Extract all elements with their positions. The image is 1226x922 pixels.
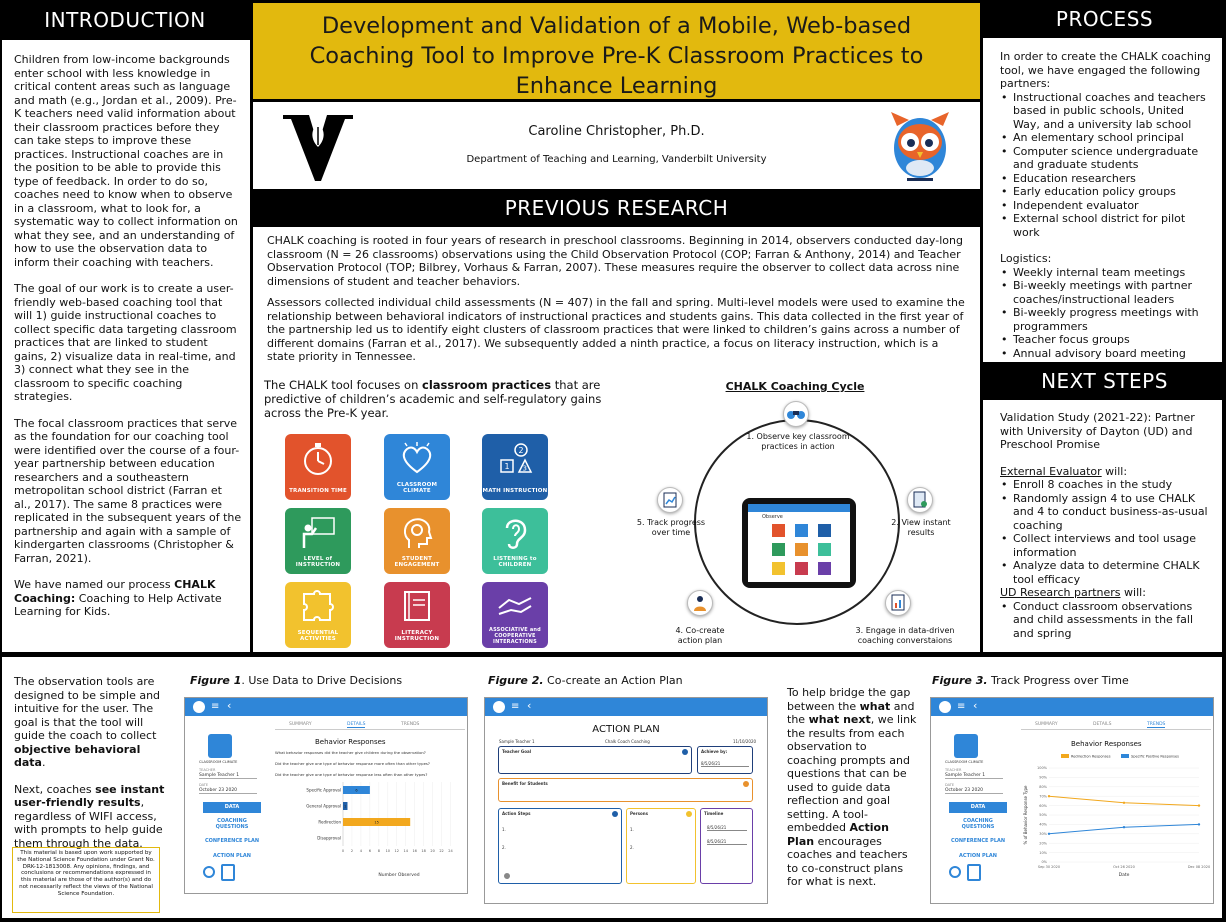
tile-label: LEVEL of INSTRUCTION [295, 556, 341, 568]
add-icon[interactable] [504, 873, 510, 879]
intro-paragraph-1: Children from low-income backgrounds enter school with less knowledge in critical content areas such as language and math (e.g., Jordan et al., 2009). Pre-K teachers need valid information about their classroom practices before they can take steps to improve these practices. Instructional coaches are in the position to be able to provide this type of feedback. In order to do so, coaches need to know when to observe in a classroom, what to look for, a systematic way to collect information on what they see, and an understanding of how to use the observation data to inform their coaching with teachers. [14, 53, 238, 269]
author-name: Caroline Christopher, Ph.D. [528, 124, 705, 139]
tile-level-of-instruction[interactable] [285, 508, 351, 574]
cycle-node-engage [885, 590, 911, 616]
y-tick-label: 50% [1039, 813, 1047, 818]
sidebar [931, 716, 1021, 903]
svg-text:3: 3 [522, 464, 527, 473]
conference-plan-button[interactable]: CONFERENCE PLAN [950, 838, 1006, 844]
person-2: 2. [630, 845, 634, 850]
y-tick-label: 80% [1039, 785, 1047, 789]
cycle-step-4: 4. Co-create action plan [675, 626, 725, 645]
tile-label: LISTENING to CHILDREN [493, 556, 537, 568]
climate-logo [954, 734, 978, 758]
y-tick-label: 70% [1039, 794, 1047, 799]
timeline-date-2[interactable]: 8/5/26/21 [707, 839, 747, 845]
logistics-item: • Bi-weekly progress meetings with programmers [1000, 306, 1214, 333]
tile-label: STUDENT ENGAGEMENT [394, 556, 440, 568]
x-tick-label: Sep 30 2020 [1037, 865, 1061, 869]
date-label: DATE [945, 783, 955, 787]
timeline-date-1[interactable]: 8/5/26/21 [707, 825, 747, 831]
x-axis-label: Number Observed [378, 873, 420, 878]
timeline-box[interactable] [700, 808, 753, 884]
notes-icon[interactable] [221, 864, 235, 881]
x-tick-label: 10 [385, 849, 391, 853]
x-tick-label: 12 [394, 849, 399, 853]
tab-summary[interactable]: SUMMARY [289, 722, 312, 727]
instant-results-paragraph: Next, coaches see instant user-friendly results, regardless of WIFI access, with prompts to help guide them through the data. [14, 782, 165, 850]
partner-item: • External school district for pilot work [1000, 212, 1214, 239]
people-icon [688, 591, 712, 615]
app-logo-icon [939, 701, 951, 713]
teacher-label: TEACHER [199, 768, 216, 772]
tablet-tile [818, 543, 831, 556]
introduction-body [14, 53, 242, 632]
nsf-disclaimer: This material is based upon work supported by the National Science Foundation under Grant No. DRK-12-1813008. Any opinions, findings, and conclusions or recommendations expressed in this material are those of the author(s) and do not necessarily reflect the views of the National Science Foundation. [12, 847, 160, 913]
tablet-tile [772, 543, 785, 556]
teacher-label: TEACHER [945, 768, 962, 772]
figure-1-caption: Figure 1. Use Data to Drive Decisions [190, 674, 403, 687]
teacher-goal-label: Teacher Goal [502, 749, 532, 754]
poster-title: Development and Validation of a Mobile, Web-based Coaching Tool to Improve Pre-K Classroom Practices to Enhance Learning [309, 13, 924, 99]
tile-label: LITERACY INSTRUCTION [394, 630, 440, 642]
focus-text: The CHALK tool focuses on classroom practices that are predictive of children’s academic and self-regulatory gains across the Pre-K year. [264, 378, 602, 420]
cycle-step-5: 5. Track progress over time [636, 518, 706, 537]
x-axis-label: Date [1118, 873, 1130, 878]
tile-label: SEQUENTIAL ACTIVITIES [297, 630, 339, 642]
menu-icon[interactable]: ≡ [511, 701, 520, 712]
logo-label: CLASSROOM CLIMATE [199, 760, 238, 764]
owl-logo-icon [889, 108, 951, 182]
cycle-node-track [657, 487, 683, 513]
question-1: What behavior responses did the teacher give children during the observation? [275, 750, 426, 755]
evaluator-list [1000, 478, 1214, 586]
x-tick-label: 22 [439, 849, 444, 853]
persons-label: Persons [630, 811, 648, 816]
app-logo-icon [493, 701, 505, 713]
y-tick-label: 100% [1036, 766, 1047, 771]
evaluator-item: • Enroll 8 coaches in the study [1000, 478, 1214, 492]
evaluator-item: • Collect interviews and tool usage information [1000, 532, 1214, 559]
plan-date: 11/10/2020 [733, 739, 757, 744]
ud-item: • Conduct classroom observations and child assessments in the fall and spring [1000, 600, 1214, 641]
tablet-tile [772, 524, 785, 537]
previous-research-heading: PREVIOUS RESEARCH [253, 189, 980, 227]
x-tick-label: 14 [403, 849, 408, 853]
next-steps-heading: NEXT STEPS [983, 362, 1226, 400]
ear-icon [497, 516, 533, 550]
intro-paragraph-4: We have named our process CHALK Coaching: Coaching to Help Activate Learning for Kids. [14, 578, 222, 618]
tab-details[interactable]: DETAILS [1093, 722, 1112, 727]
question-2: Did the teacher give one type of behavior response more often than other types? [275, 761, 430, 766]
evaluator-heading: External Evaluator will: [1000, 464, 1128, 478]
previous-research-body [267, 234, 969, 377]
x-tick-label: Dec 08 2020 [1187, 865, 1211, 869]
y-tick-label: 10% [1039, 850, 1047, 855]
app-logo-icon [193, 701, 205, 713]
conference-plan-button[interactable]: CONFERENCE PLAN [204, 838, 260, 844]
cycle-step-2: 2. View instant results [891, 518, 951, 537]
achieve-by-label: Achieve by: [701, 749, 728, 754]
cycle-step-1: 1. Observe key classroom practices in action [746, 432, 850, 451]
menu-icon[interactable]: ≡ [211, 701, 220, 712]
tab-bar [275, 720, 465, 730]
x-tick-label: 18 [421, 849, 426, 853]
tablet-tile [818, 524, 831, 537]
legend-swatch [1061, 754, 1069, 758]
step-2: 2. [502, 845, 506, 850]
figure-3-screenshot [930, 697, 1214, 904]
climate-logo [208, 734, 232, 758]
bottom-left-text [14, 675, 166, 863]
logistics-item: • Teacher focus groups [1000, 333, 1214, 347]
legend-label: Specific Positive Responses [1131, 754, 1179, 759]
tablet-tiles [772, 524, 842, 580]
tab-trends[interactable]: TRENDS [401, 722, 420, 727]
intro-paragraph-3: The focal classroom practices that serve as the foundation for our coaching tool were identified over the course of a four-year partnership between education researchers and a southeastern metropolitan school district (Farran et al., 2017). The same 8 practices were replicated in the subsequent years of the partnership and again with a sample of kindergarten classrooms (Christopher & Farran, 2021). [14, 416, 242, 565]
menu-icon[interactable]: ≡ [957, 701, 966, 712]
persons-box[interactable] [626, 808, 696, 884]
tool-intro-paragraph: The observation tools are designed to be simple and intuitive for the user. The goal is that the tool will guide the coach to collect objective behavioral data. [14, 675, 161, 769]
x-tick-label: 20 [430, 849, 435, 853]
bar-value-label: 1 [344, 804, 347, 809]
tile-label: TRANSITION TIME [289, 488, 347, 494]
tile-transition-time[interactable] [285, 434, 351, 500]
x-tick-label: 24 [448, 849, 453, 853]
binoculars-icon [784, 402, 808, 426]
timeline-label: Timeline [704, 811, 724, 816]
partner-item: • Instructional coaches and teachers based in public schools, United Way, and a university lab school [1000, 91, 1214, 132]
action-plan-button[interactable]: ACTION PLAN [213, 853, 251, 859]
date-select[interactable]: October 23 2020 [945, 788, 1003, 794]
svg-text:2: 2 [518, 446, 524, 455]
hands-icon [497, 590, 533, 624]
figure-2-caption: Figure 2. Co-create an Action Plan [488, 674, 683, 687]
evaluator-item: • Randomly assign 4 to use CHALK and 4 to conduct business-as-usual coaching [1000, 492, 1214, 533]
series-line-1 [1049, 824, 1199, 833]
search-icon[interactable] [203, 866, 215, 878]
legend-label: Redirection Responses [1071, 754, 1111, 759]
person-1: 1. [630, 827, 634, 832]
achieve-by-box[interactable] [697, 746, 753, 774]
benefit-box[interactable] [498, 778, 753, 802]
x-tick-label: 2 [350, 849, 354, 853]
action-steps-label: Action Steps [502, 811, 531, 816]
teacher-board-icon [300, 516, 336, 550]
data-point [1123, 802, 1125, 804]
partner-item: • Education researchers [1000, 172, 1214, 186]
question-3: Did the teacher give one type of behavior response less often than other types? [275, 772, 428, 777]
bar-value-label: 15 [374, 820, 379, 825]
trend-chart-icon [658, 488, 682, 512]
author-affiliation: Department of Teaching and Learning, Vanderbilt University [466, 154, 767, 165]
title-banner [253, 0, 980, 102]
y-tick-label: 20% [1039, 841, 1047, 846]
teacher-select[interactable]: Sample Teacher 1 [199, 773, 257, 779]
bottom-edge [0, 918, 1226, 922]
horizontal-divider [0, 652, 1226, 657]
tile-math-instruction[interactable] [482, 434, 548, 500]
x-tick-label: 4 [359, 849, 363, 853]
info-icon [686, 811, 692, 817]
notes-icon[interactable] [967, 864, 981, 881]
trend-chart-title: Behavior Responses [1071, 740, 1142, 748]
logistics-label: Logistics: [1000, 252, 1052, 265]
research-paragraph-2: Assessors collected individual child assessments (N = 407) in the fall and spring. Multi-level models were used to examine the relationship between behavioral indicators of instructional practices and students gains. This data collected in the first year of the partnership led us to identify eight clusters of classroom practices that were linked to children’s gains across a number of different domains (Farran et al., 2017). We subsequently added a ninth practice, a focus on literacy instruction, which is a state priority in Tennessee. [267, 296, 965, 363]
x-tick-label: 8 [377, 849, 380, 853]
x-tick-label: 6 [368, 849, 371, 853]
tab-bar [1021, 720, 1211, 730]
tile-sequential-activities[interactable] [285, 582, 351, 648]
chart-title: Behavior Responses [315, 738, 386, 746]
category-label: Redirection [318, 819, 341, 825]
partner-item: • Computer science undergraduate and graduate students [1000, 145, 1214, 172]
x-tick-label: Oct 26 2020 [1113, 865, 1135, 869]
tab-summary[interactable]: SUMMARY [1035, 722, 1058, 727]
book-icon [399, 590, 435, 624]
left-edge [0, 0, 2, 922]
sidebar [185, 716, 275, 893]
ud-heading: UD Research partners will: [1000, 586, 1146, 599]
process-body [1000, 50, 1214, 360]
achieve-by-date[interactable]: 8/5/26/21 [701, 761, 749, 767]
tablet-label: Observe [762, 514, 783, 520]
coaching-questions-button[interactable]: COACHING QUESTIONS [961, 818, 995, 830]
info-icon [682, 749, 688, 755]
x-tick-label: 16 [412, 849, 417, 853]
bar-value-label: 6 [355, 788, 358, 793]
search-icon[interactable] [949, 866, 961, 878]
figure-3-caption: Figure 3. Track Progress over Time [932, 674, 1129, 687]
data-point [1048, 833, 1050, 835]
head-gear-icon [399, 516, 435, 550]
back-icon[interactable]: ‹ [973, 699, 978, 712]
date-label: DATE [199, 783, 209, 787]
plan-coach: Chalk Coach Coaching [605, 739, 650, 744]
validation-study: Validation Study (2021-22): Partner with University of Dayton (UD) and Preschool Promise [1000, 411, 1195, 451]
tablet-tile [795, 543, 808, 556]
process-intro: In order to create the CHALK coaching tool, we have engaged the following partners: [1000, 50, 1211, 90]
app-topbar [185, 698, 467, 716]
cycle-step-3: 3. Engage in data-driven coaching converstaions [855, 626, 955, 645]
date-select[interactable]: October 23 2020 [199, 788, 257, 794]
x-tick-label: 0 [341, 849, 345, 853]
tile-literacy-instruction[interactable] [384, 582, 450, 648]
tablet-screen [748, 504, 850, 582]
app-topbar [485, 698, 767, 716]
tablet-tile [818, 562, 831, 575]
tile-classroom-climate[interactable] [384, 434, 450, 500]
author-strip [253, 102, 980, 188]
logo-label: CLASSROOM CLIMATE [945, 760, 984, 764]
legend-swatch [1121, 754, 1129, 758]
chart-doc-icon [886, 591, 910, 615]
process-heading: PROCESS [983, 0, 1226, 38]
data-point [1048, 795, 1050, 797]
right-edge [1222, 0, 1226, 922]
partners-list [1000, 91, 1214, 240]
partner-item: • An elementary school principal [1000, 131, 1214, 145]
tile-student-engagement[interactable] [384, 508, 450, 574]
logistics-list [1000, 266, 1214, 361]
tab-details[interactable]: DETAILS [347, 722, 366, 727]
tile-listening-to-children[interactable] [482, 508, 548, 574]
behavior-trend-chart [1021, 750, 1211, 890]
cycle-node-observe [783, 401, 809, 427]
research-paragraph-1: CHALK coaching is rooted in four years of research in preschool classrooms. Beginning in 2014, observers conducted day-long classroom (N = 26 classrooms) observations using the Child Observation Protocol (COP; Farran & Anthony, 2014) and Teacher Observation Protocol (TOP; Bilbrey, Vorhaus & Farran, 2007). These measures require the observer to collect data across nine dimensions of student and teacher behaviors. [267, 234, 963, 288]
cycle-node-results [907, 487, 933, 513]
tab-trends[interactable]: TRENDS [1147, 722, 1166, 727]
cycle-node-cocreate [687, 590, 713, 616]
data-button[interactable]: DATA [949, 802, 1007, 813]
document-icon [908, 488, 932, 512]
figure-1-screenshot [184, 697, 468, 894]
tablet-tile [795, 562, 808, 575]
data-button[interactable]: DATA [203, 802, 261, 813]
action-plan-title: ACTION PLAN [592, 724, 660, 735]
evaluator-item: • Analyze data to determine CHALK tool efficacy [1000, 559, 1214, 586]
tile-label: MATH INSTRUCTION [482, 488, 548, 494]
category-label: Specific Approval [306, 787, 341, 793]
data-point [1198, 823, 1200, 825]
coaching-questions-button[interactable]: COACHING QUESTIONS [215, 818, 249, 830]
ud-list [1000, 600, 1214, 641]
series-line-0 [1049, 796, 1199, 805]
partner-item: • Early education policy groups [1000, 185, 1214, 199]
info-icon [612, 811, 618, 817]
introduction-heading: INTRODUCTION [0, 0, 250, 40]
partner-item: • Independent evaluator [1000, 199, 1214, 213]
logistics-item: • Annual advisory board meeting [1000, 347, 1214, 361]
tile-label: CLASSROOM CLIMATE [396, 482, 438, 494]
tile-associative-cooperative[interactable] [482, 582, 548, 648]
bottom-middle-text: To help bridge the gap between the what and the what next, we link the results from each observation to coaching prompts and questions that can be used to guide data reflection and goal setting. A tool-embedded Action Plan encourages coaches and teachers to co-construct plans for what is next. [787, 686, 917, 888]
tablet-mockup [742, 498, 856, 588]
tile-label: ASSOCIATIVE and COOPERATIVE INTERACTIONS [489, 627, 541, 645]
y-tick-label: 0% [1041, 860, 1047, 865]
cycle-title: CHALK Coaching Cycle [725, 380, 865, 393]
step-1: 1. [502, 827, 506, 832]
action-plan-button[interactable]: ACTION PLAN [959, 853, 997, 859]
y-tick-label: 40% [1039, 822, 1047, 827]
intro-paragraph-2: The goal of our work is to create a user-friendly web-based coaching tool that will 1) guide instructional coaches to collect specific data targeting classroom practices that are linked to student gains, 2) visualize data in real-time, and 3) connect what they see in the classroom to specific coaching strategies. [14, 282, 237, 403]
right-divider [980, 0, 983, 652]
next-steps-body [1000, 411, 1214, 640]
app-topbar [931, 698, 1213, 716]
action-steps-box[interactable] [498, 808, 622, 884]
tablet-topbar [748, 504, 850, 512]
benefit-label: Benefit for Students [502, 781, 548, 786]
category-label: Disapproval [317, 835, 341, 841]
back-icon[interactable]: ‹ [227, 699, 232, 712]
numbers-icon [497, 442, 533, 476]
y-tick-label: 90% [1039, 775, 1047, 780]
y-tick-label: 30% [1039, 832, 1047, 836]
teacher-goal-box[interactable] [498, 746, 692, 774]
stopwatch-icon [300, 442, 336, 476]
y-axis-label: % of Behavior Response Type [1023, 785, 1028, 845]
logistics-item: • Weekly internal team meetings [1000, 266, 1214, 280]
plan-teacher: Sample Teacher 1 [499, 739, 535, 744]
behavior-bar-chart [299, 778, 459, 878]
category-label: General Approval [306, 803, 341, 809]
svg-text:1: 1 [504, 462, 510, 471]
teacher-select[interactable]: Sample Teacher 1 [945, 773, 1003, 779]
data-point [1198, 804, 1200, 806]
data-point [1123, 826, 1125, 828]
y-tick-label: 60% [1039, 803, 1047, 808]
info-icon [743, 781, 749, 787]
back-icon[interactable]: ‹ [527, 699, 532, 712]
figure-2-screenshot [484, 697, 768, 904]
heart-icon [399, 442, 435, 476]
tablet-tile [795, 524, 808, 537]
logistics-item: • Bi-weekly meetings with partner coaches/instructional leaders [1000, 279, 1214, 306]
puzzle-icon [300, 590, 336, 624]
tablet-tile [772, 562, 785, 575]
